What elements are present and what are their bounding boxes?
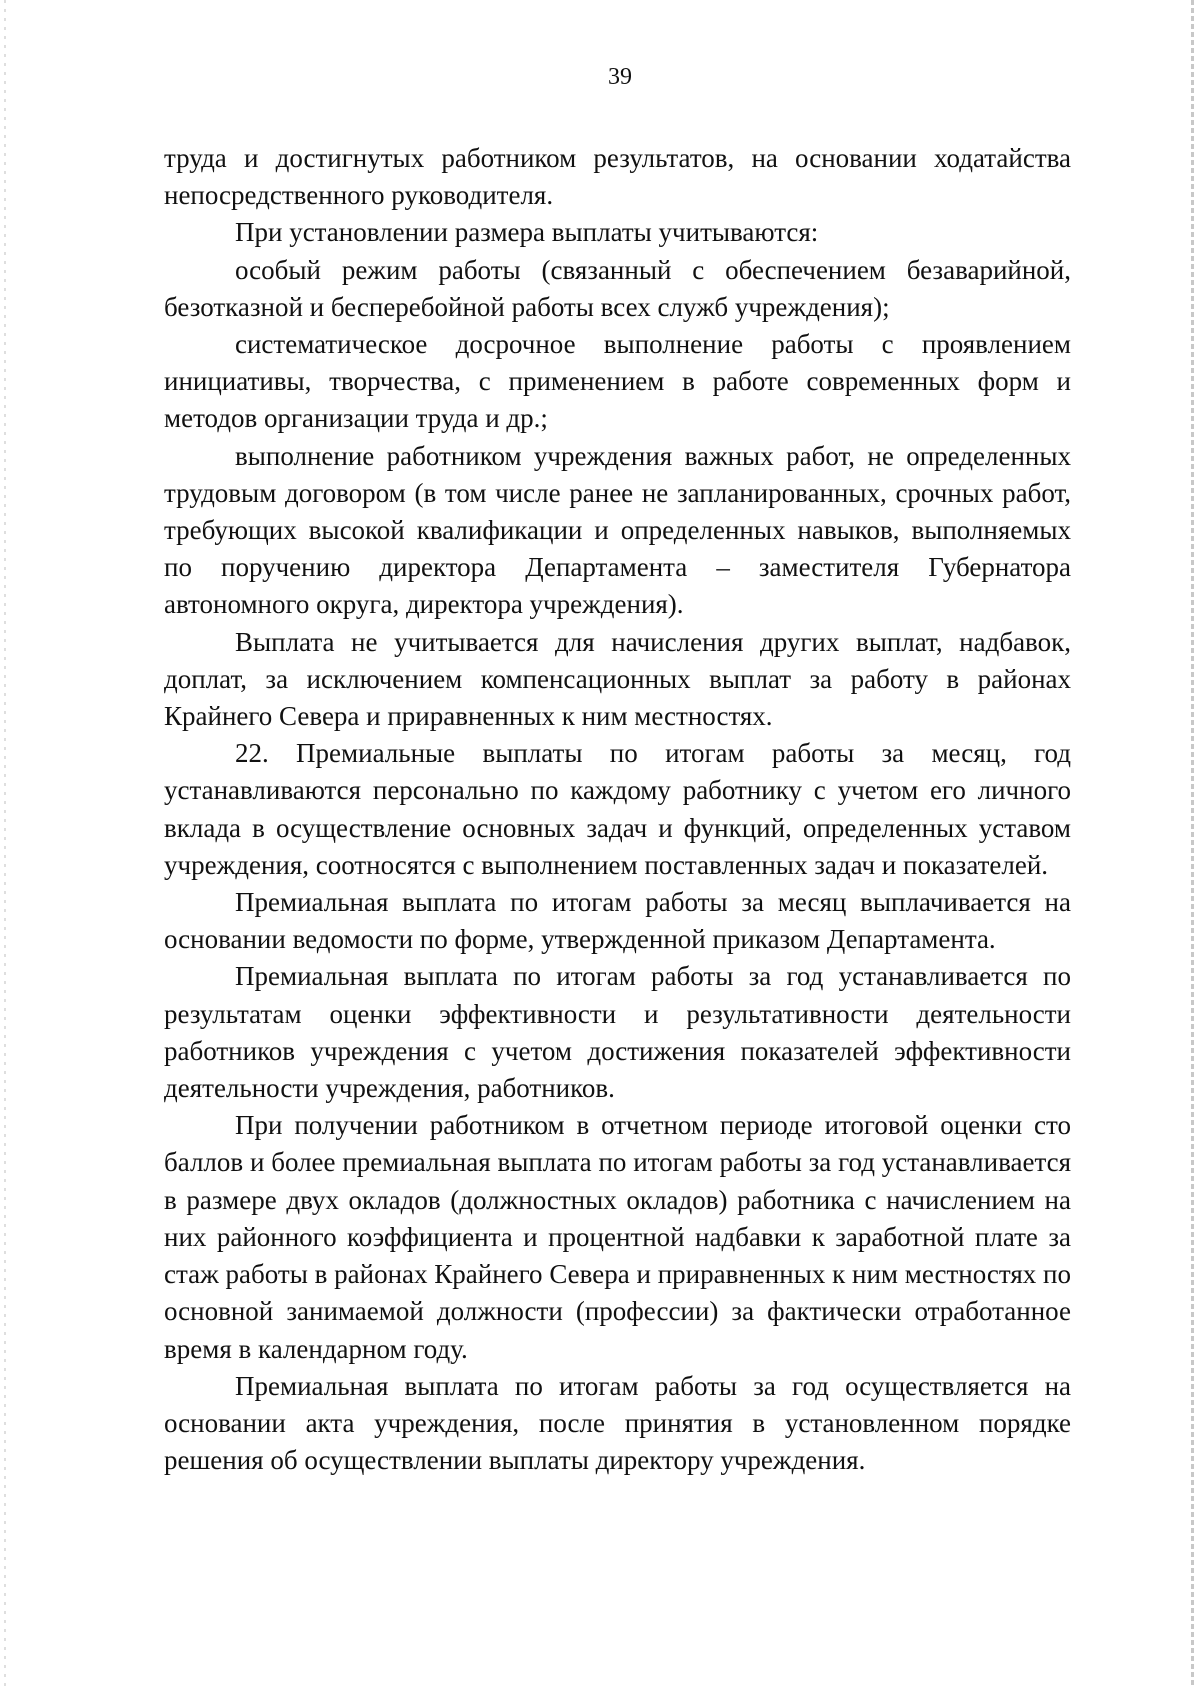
scan-edge-left — [4, 0, 6, 1687]
paragraph: При установлении размера выплаты учитываются: — [235, 217, 819, 248]
paragraph: особый режим работы (связанный с обеспечением безаварийной, безотказной и бесперебойной работы всех служб учреждения); — [164, 254, 1071, 322]
paragraph: Премиальная выплата по итогам работы за год устанавливается по результатам оценки эффективности и результативности деятельности работников учреждения с учетом достижения показателей эффективности деятельности учреждения, работников. — [164, 961, 1071, 1104]
paragraph-continuation: труда и достигнутых работником результатов, на основании ходатайства непосредственного руководителя. — [164, 143, 1071, 211]
paragraph: систематическое досрочное выполнение работы с проявлением инициативы, творчества, с применением в работе современных форм и методов организации труда и др.; — [164, 329, 1071, 434]
paragraph: При получении работником в отчетном периоде итоговой оценки сто баллов и более премиальная выплата по итогам работы за год устанавливается в размере двух окладов (должностных окладов) работника с начислением на них районного коэффициента и процентной надбавки к заработной плате за стаж работы в районах Крайнего Севера и приравненных к ним местностях по основной занимаемой должности (профессии) за фактически отработанное время в календарном году. — [164, 1110, 1071, 1364]
page-number: 39 — [608, 64, 632, 90]
paragraph-section-22: 22. Премиальные выплаты по итогам работы за месяц, год устанавливаются персонально по каждому работнику с учетом его личного вклада в осуществление основных задач и функций, определенных уставом учреждения, соотносятся с выполнением поставленных задач и показателей. — [164, 738, 1071, 880]
paragraph: Премиальная выплата по итогам работы за год осуществляется на основании акта учреждения, после принятия в установленном порядке решения об осуществлении выплаты директору учреждения. — [164, 1370, 1071, 1476]
paragraph: Выплата не учитывается для начисления других выплат, надбавок, доплат, за исключением компенсационных выплат за работу в районах Крайнего Севера и приравненных к ним местностях. — [164, 626, 1071, 732]
paragraph: Премиальная выплата по итогам работы за месяц выплачивается на основании ведомости по форме, утвержденной приказом Департамента. — [164, 887, 1071, 955]
document-body — [164, 140, 1071, 1479]
scan-edge-right — [1191, 0, 1194, 1687]
paragraph: выполнение работником учреждения важных работ, не определенных трудовым договором (в том числе ранее не запланированных, срочных работ, требующих высокой квалификации и определенных навыков, выполняемых по поручению директора Департамента – заместителя Губернатора автономного округа, директора учреждения). — [164, 440, 1071, 620]
